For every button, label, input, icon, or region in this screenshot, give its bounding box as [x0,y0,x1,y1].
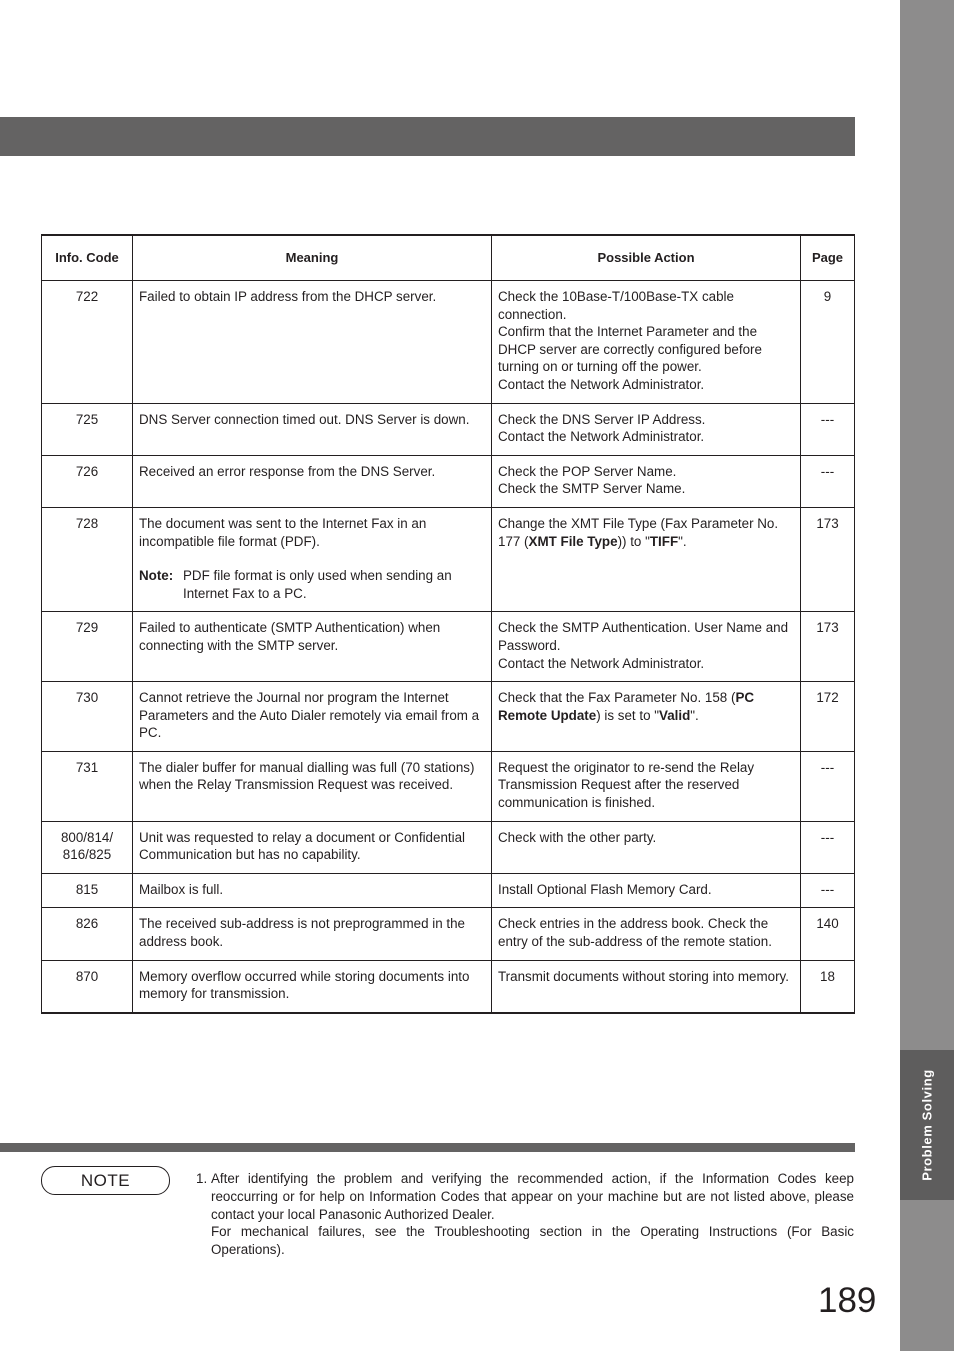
meaning-note [139,567,485,602]
action-text: Change the XMT File Type (Fax Parameter No. 177 ( [498,515,779,549]
info-code-cell: 726 [42,455,133,507]
table-row [42,507,855,611]
possible-action-cell [492,908,801,960]
info-code-table [41,234,855,1014]
meaning-cell [133,908,492,960]
table-row [42,281,855,404]
action-line: Check with the other party. [498,829,657,845]
meaning-text: Memory overflow occurred while storing documents into memory for transmission. [139,968,470,1002]
page-cell: 172 [801,682,855,752]
note-number: 1. [196,1171,208,1186]
table-body [42,281,855,1013]
footer-band [0,1143,855,1152]
info-code-cell: 815 [42,873,133,908]
meaning-text: Mailbox is full. [139,881,224,897]
info-code-cell: 826 [42,908,133,960]
possible-action-cell [492,403,801,455]
note-paragraph-1: After identifying the problem and verifying the recommended action, if the Information Codes keep reoccurring or for help on Information Codes that appear on your machine but are not listed above, please contact your local Panasonic Authorized Dealer. [211,1171,854,1222]
header-meaning: Meaning [133,235,492,281]
meaning-cell [133,612,492,682]
info-code-cell: 725 [42,403,133,455]
page-cell: --- [801,751,855,821]
meaning-text: Failed to authenticate (SMTP Authentication) when connecting with the SMTP server. [139,620,441,653]
table-row [42,682,855,752]
action-line: Check the DNS Server IP Address. [498,411,706,427]
info-code-cell: 870 [42,960,133,1013]
meaning-text: Received an error response from the DNS Server. [139,463,436,479]
info-code-cell: 722 [42,281,133,404]
action-line: Contact the Network Administrator. [498,429,705,445]
meaning-text: Cannot retrieve the Journal nor program the Internet Parameters and the Auto Dialer remotely via email from a PC. [139,690,480,741]
note-label: NOTE [41,1166,170,1195]
action-text: ". [690,707,699,723]
possible-action-cell [492,960,801,1013]
page-number: 189 [818,1281,877,1320]
page-cell: 18 [801,960,855,1013]
section-tab-label: Problem Solving [919,1069,935,1181]
meaning-cell [133,455,492,507]
meaning-cell [133,682,492,752]
meaning-text: The received sub-address is not preprogrammed in the address book. [139,916,466,950]
page-cell: 9 [801,281,855,404]
meaning-text: DNS Server connection timed out. DNS Server is down. [139,411,470,427]
action-line: Check the POP Server Name. [498,463,677,479]
action-text: ". [678,533,687,549]
meaning-cell [133,751,492,821]
info-code-cell: 729 [42,612,133,682]
table-row [42,960,855,1013]
header-info-code: Info. Code [42,235,133,281]
action-parameter-name: TIFF [649,533,679,549]
meaning-cell [133,281,492,404]
table-row [42,751,855,821]
action-line [498,515,794,550]
possible-action-cell [492,821,801,873]
page-cell: --- [801,873,855,908]
action-line: Transmit documents without storing into memory. [498,968,789,984]
meaning-cell [133,821,492,873]
meaning-cell [133,403,492,455]
table-header-row [42,235,855,281]
possible-action-cell [492,455,801,507]
action-text: ) is set to " [596,707,660,723]
action-line: Check the SMTP Authentication. User Name and Password. [498,620,789,653]
action-line: Install Optional Flash Memory Card. [498,881,712,897]
header-band [0,117,855,156]
page-cell: 140 [801,908,855,960]
meaning-cell [133,873,492,908]
table-row [42,908,855,960]
table-row [42,873,855,908]
action-text: )) to " [617,533,650,549]
meaning-cell [133,507,492,611]
meaning-cell [133,960,492,1013]
page-cell: --- [801,821,855,873]
table-row [42,821,855,873]
action-line: Request the originator to re-send the Relay Transmission Request after the reserved communication is finished. [498,759,755,811]
table-row [42,612,855,682]
info-code-cell: 800/814/ 816/825 [42,821,133,873]
action-line: Confirm that the Internet Parameter and the DHCP server are correctly configured before turning on or turning off the power. [498,324,762,375]
action-line: Contact the Network Administrator. [498,655,705,671]
page-cell: 173 [801,507,855,611]
action-text: Check that the Fax Parameter No. 158 ( [498,690,736,706]
action-line [498,689,794,724]
header-possible-action: Possible Action [492,235,801,281]
note-text: PDF file format is only used when sending an Internet Fax to a PC. [183,568,452,601]
action-line: Contact the Network Administrator. [498,376,705,392]
action-parameter-name: Valid [659,707,691,723]
info-code-cell: 730 [42,682,133,752]
page-cell: --- [801,455,855,507]
possible-action-cell [492,612,801,682]
action-line: Check entries in the address book. Check the entry of the sub-address of the remote station. [498,916,772,950]
possible-action-cell [492,873,801,908]
possible-action-cell [492,281,801,404]
action-parameter-name: XMT File Type [528,533,618,549]
action-parameter-name: PC Remote Update [498,690,755,723]
note-label: Note: [139,568,174,584]
action-line: Check the 10Base-T/100Base-TX cable connection. [498,289,734,322]
action-line: Check the SMTP Server Name. [498,481,686,497]
possible-action-cell [492,507,801,611]
table-row [42,455,855,507]
note-text [196,1170,854,1259]
meaning-text: Unit was requested to relay a document or Confidential Communication but has no capability. [139,829,466,863]
page-cell: 173 [801,612,855,682]
meaning-text: The document was sent to the Internet Fax in an incompatible file format (PDF). [139,515,427,549]
meaning-text: The dialer buffer for manual dialling was full (70 stations) when the Relay Transmission Request was received. [139,759,475,793]
possible-action-cell [492,751,801,821]
note-paragraph-2: For mechanical failures, see the Troubleshooting section in the Operating Instructions (For Basic Operations). [211,1224,854,1258]
meaning-text: Failed to obtain IP address from the DHCP server. [139,289,437,304]
table-row [42,403,855,455]
possible-action-cell [492,682,801,752]
page-cell: --- [801,403,855,455]
info-code-cell: 728 [42,507,133,611]
info-code-cell: 731 [42,751,133,821]
header-page: Page [801,235,855,281]
